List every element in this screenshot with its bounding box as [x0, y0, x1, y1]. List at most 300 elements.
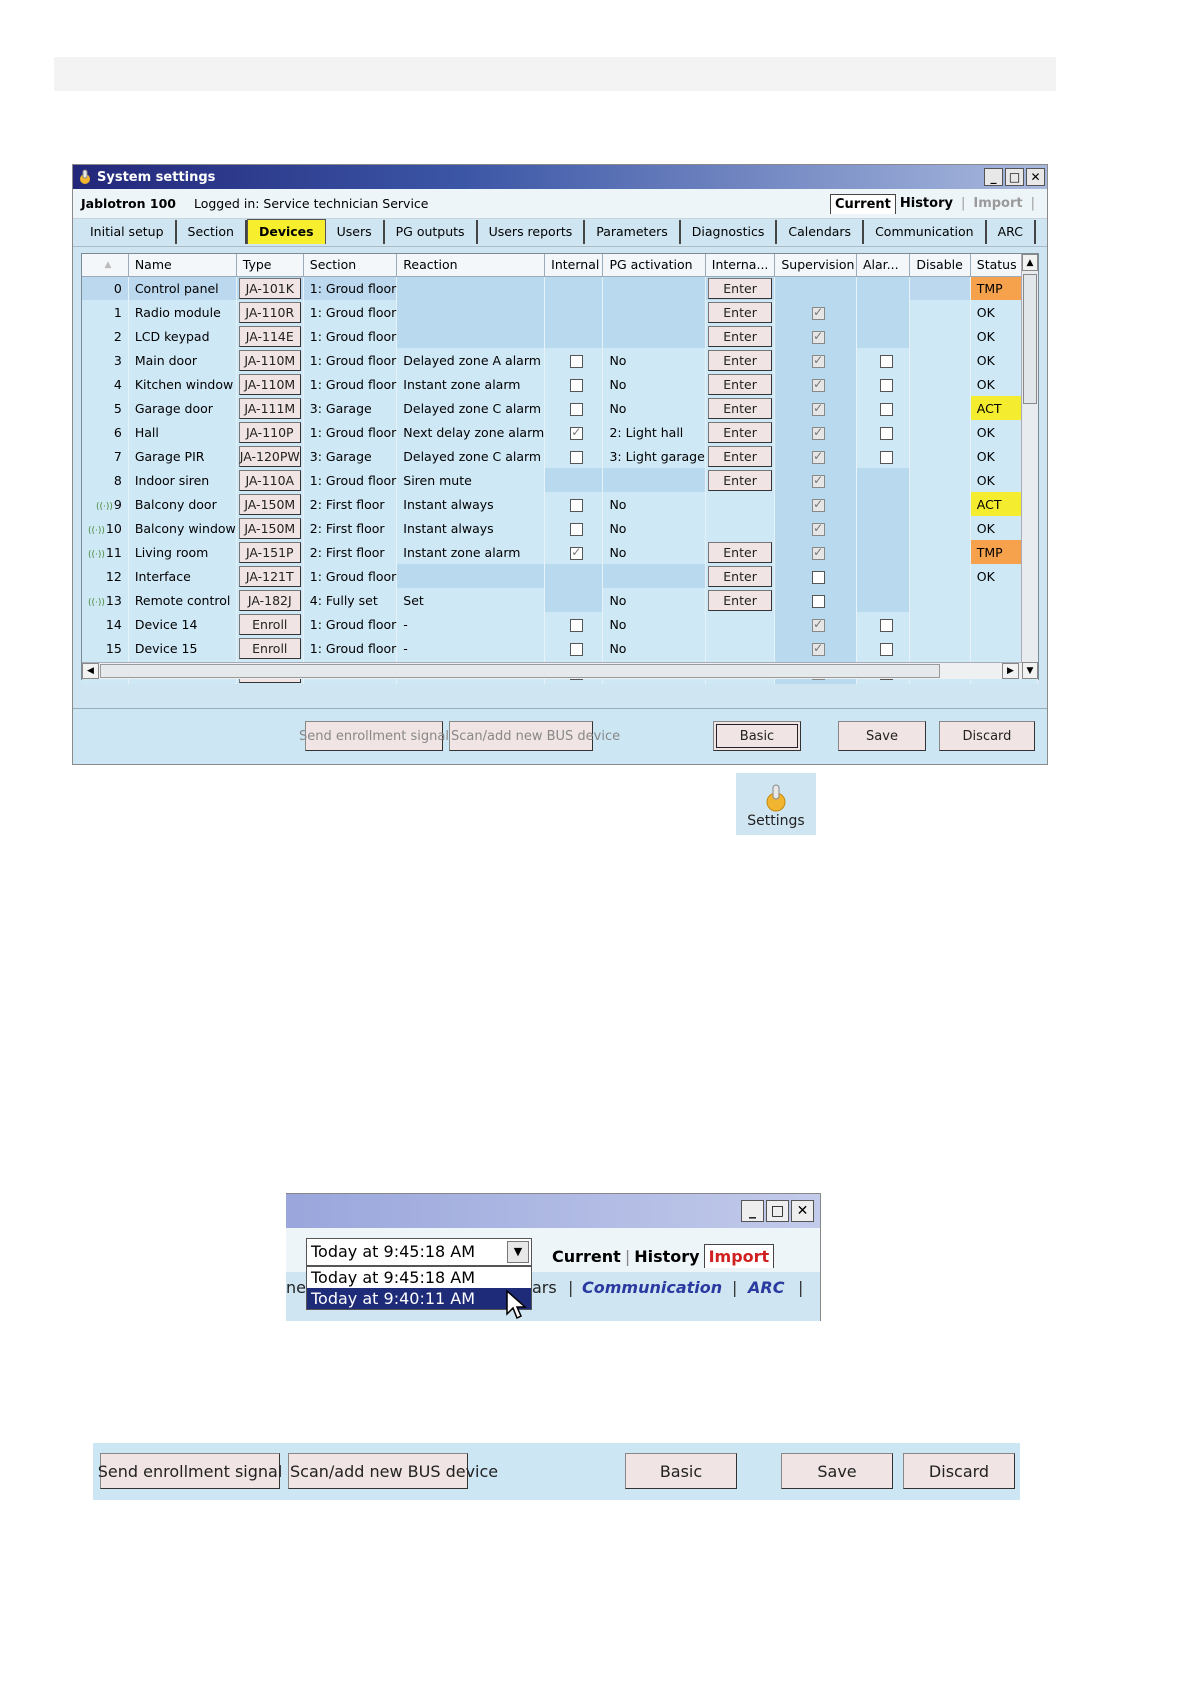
device-reaction: Delayed zone C alarm	[397, 396, 545, 420]
disable-cell[interactable]	[910, 420, 970, 444]
view-tabs	[552, 1244, 774, 1268]
basic-button[interactable]: Basic	[625, 1453, 737, 1489]
tab-current[interactable]: Current	[830, 194, 896, 214]
disable-cell[interactable]	[910, 444, 970, 468]
device-type-cell	[236, 420, 303, 444]
enter-button[interactable]: Enter	[708, 278, 773, 299]
pg-activation: No	[603, 492, 705, 516]
alarm-checkbox[interactable]	[880, 403, 893, 416]
device-section: 2: First floor	[303, 516, 396, 540]
device-reaction: Delayed zone A alarm	[397, 348, 545, 372]
status-badge: TMP	[970, 540, 1037, 564]
table-row[interactable]	[82, 588, 1038, 612]
status-badge: TMP	[970, 276, 1037, 300]
device-section: 1: Groud floor	[303, 348, 396, 372]
tab-pg-outputs[interactable]: PG outputs	[385, 220, 478, 244]
pg-activation: No	[603, 636, 705, 660]
column-header[interactable]: Type	[236, 254, 303, 276]
row-number-label: 0	[113, 280, 122, 296]
disable-cell[interactable]	[910, 636, 970, 660]
table-row[interactable]	[82, 300, 1038, 324]
column-header[interactable]: Reaction	[397, 254, 545, 276]
internal-checkbox[interactable]	[570, 643, 583, 656]
enter-button[interactable]: Enter	[708, 374, 773, 395]
tab-calendars[interactable]: Calendars	[777, 220, 864, 244]
device-type-button[interactable]: JA-101K	[239, 278, 301, 299]
table-row[interactable]	[82, 324, 1038, 348]
status-badge: OK	[970, 468, 1037, 492]
status-badge: ACT	[970, 492, 1037, 516]
status-badge: OK	[970, 564, 1037, 588]
status-badge: OK	[970, 444, 1037, 468]
tab-arc[interactable]: ARC	[987, 220, 1036, 244]
row-number	[82, 588, 128, 612]
pg-activation: No	[603, 372, 705, 396]
device-type-cell	[236, 516, 303, 540]
enter-button[interactable]: Enter	[708, 542, 773, 563]
tab-history[interactable]: History	[634, 1246, 700, 1266]
row-number	[82, 540, 128, 564]
table-row[interactable]	[82, 396, 1038, 420]
tab-parameters[interactable]: Parameters	[585, 220, 681, 244]
disable-cell[interactable]	[910, 396, 970, 420]
device-name: Living room	[128, 540, 236, 564]
row-number	[82, 324, 128, 348]
internal-cell	[545, 420, 603, 444]
row-number-label: 8	[113, 472, 122, 488]
alarm-cell	[856, 612, 909, 636]
device-reaction	[397, 564, 545, 588]
device-type-button[interactable]: JA-151P	[239, 542, 301, 563]
tab-current[interactable]: Current	[552, 1246, 621, 1266]
devices-grid	[81, 253, 1039, 680]
internal-checkbox[interactable]	[570, 427, 583, 440]
dropdown-option-highlighted[interactable]: Today at 9:40:11 AM	[307, 1288, 531, 1309]
supervision-cell	[775, 516, 857, 540]
alarm-checkbox[interactable]	[880, 451, 893, 464]
device-reaction: Instant always	[397, 492, 545, 516]
device-reaction: Instant zone alarm	[397, 372, 545, 396]
scan-add-bus-button[interactable]: Scan/add new BUS device	[449, 721, 593, 751]
device-reaction	[397, 324, 545, 348]
table-row[interactable]	[82, 276, 1038, 300]
status-badge: OK	[970, 372, 1037, 396]
disable-cell[interactable]	[910, 516, 970, 540]
internal-settings-cell	[705, 420, 775, 444]
device-type-button[interactable]: JA-110A	[239, 470, 301, 491]
supervision-checkbox	[812, 427, 825, 440]
internal-cell	[545, 300, 603, 324]
scan-add-bus-button[interactable]: Scan/add new BUS device	[288, 1453, 468, 1489]
row-number-label: 9	[113, 496, 122, 512]
minimize-icon[interactable]: _	[741, 1200, 764, 1222]
scroll-thumb[interactable]	[1023, 274, 1037, 404]
device-type-cell	[236, 444, 303, 468]
device-type-cell	[236, 564, 303, 588]
table-row[interactable]	[82, 564, 1038, 588]
table-row[interactable]	[82, 636, 1038, 660]
internal-settings-cell	[705, 612, 775, 636]
status-badge: ACT	[970, 396, 1037, 420]
tab-communication[interactable]: Communication	[582, 1278, 723, 1297]
dropdown-list	[306, 1266, 532, 1310]
supervision-cell	[775, 468, 857, 492]
pg-activation	[603, 324, 705, 348]
row-number-label: 4	[113, 376, 122, 392]
alarm-cell	[856, 348, 909, 372]
row-number	[82, 612, 128, 636]
supervision-cell	[775, 324, 857, 348]
alarm-cell	[856, 636, 909, 660]
sort-column-header[interactable]: ▲	[82, 254, 128, 276]
internal-settings-cell	[705, 588, 775, 612]
tab-separator: |	[732, 1278, 738, 1297]
alarm-checkbox[interactable]	[880, 619, 893, 632]
radio-signal-icon: ((·))	[88, 525, 105, 536]
tab-communication[interactable]: Communication	[864, 220, 987, 244]
tab-history[interactable]: History	[899, 196, 953, 211]
save-button[interactable]: Save	[781, 1453, 893, 1489]
supervision-checkbox[interactable]	[812, 571, 825, 584]
enter-button[interactable]: Enter	[708, 398, 773, 419]
supervision-checkbox	[812, 379, 825, 392]
device-reaction: -	[397, 636, 545, 660]
disable-cell[interactable]	[910, 276, 970, 300]
device-name: Garage door	[128, 396, 236, 420]
internal-settings-cell	[705, 540, 775, 564]
table-row[interactable]	[82, 444, 1038, 468]
table-row[interactable]	[82, 540, 1038, 564]
supervision-cell	[775, 492, 857, 516]
internal-cell	[545, 372, 603, 396]
device-type-button[interactable]: JA-110R	[239, 302, 301, 323]
tab-initial-setup[interactable]: Initial setup	[79, 220, 177, 244]
column-header[interactable]: Internal	[545, 254, 603, 276]
tab-devices[interactable]: Devices	[247, 219, 326, 244]
row-number-label: 6	[113, 424, 122, 440]
supervision-cell	[775, 588, 857, 612]
info-bar	[73, 189, 1047, 219]
device-name: Garage PIR	[128, 444, 236, 468]
row-number-label: 11	[105, 544, 122, 560]
internal-checkbox[interactable]	[570, 499, 583, 512]
column-header[interactable]: Alar...	[856, 254, 909, 276]
status-badge: OK	[970, 324, 1037, 348]
row-number-label: 3	[113, 352, 122, 368]
internal-checkbox[interactable]	[570, 451, 583, 464]
supervision-checkbox	[812, 307, 825, 320]
history-dropdown[interactable]	[306, 1238, 532, 1266]
internal-settings-cell	[705, 564, 775, 588]
dropdown-option[interactable]: Today at 9:45:18 AM	[311, 1268, 476, 1287]
internal-checkbox[interactable]	[570, 547, 583, 560]
button-strip	[93, 1443, 1020, 1500]
internal-cell	[545, 444, 603, 468]
close-icon[interactable]: ✕	[1026, 168, 1045, 186]
enter-button[interactable]: Enter	[708, 470, 773, 491]
tab-partial-left[interactable]: ne	[286, 1278, 306, 1297]
basic-button[interactable]: Basic	[713, 721, 801, 751]
internal-cell	[545, 516, 603, 540]
device-section: 2: First floor	[303, 540, 396, 564]
pg-activation	[603, 300, 705, 324]
device-name: Hall	[128, 420, 236, 444]
internal-settings-cell	[705, 324, 775, 348]
alarm-cell	[856, 420, 909, 444]
scroll-up-icon[interactable]: ▲	[1022, 254, 1038, 271]
supervision-cell	[775, 420, 857, 444]
device-name: Interface	[128, 564, 236, 588]
row-number	[82, 276, 128, 300]
supervision-checkbox	[812, 475, 825, 488]
device-type-button[interactable]: JA-110P	[239, 422, 301, 443]
row-number	[82, 372, 128, 396]
disable-cell[interactable]	[910, 468, 970, 492]
device-reaction: Set	[397, 588, 545, 612]
radio-signal-icon: ((·))	[88, 549, 105, 560]
column-header[interactable]: Section	[303, 254, 396, 276]
enroll-button[interactable]: Enroll	[239, 614, 301, 635]
internal-checkbox[interactable]	[570, 403, 583, 416]
device-type-button[interactable]: JA-121T	[239, 566, 301, 587]
device-reaction: Siren mute	[397, 468, 545, 492]
device-section: 1: Groud floor	[303, 300, 396, 324]
table-row[interactable]	[82, 492, 1038, 516]
tab-section[interactable]: Section	[177, 220, 247, 244]
column-header[interactable]: Status	[970, 254, 1037, 276]
alarm-checkbox[interactable]	[880, 643, 893, 656]
row-number-label: 13	[105, 592, 122, 608]
row-number	[82, 516, 128, 540]
column-header[interactable]: Supervision	[775, 254, 857, 276]
internal-settings-cell	[705, 348, 775, 372]
device-type-cell	[236, 396, 303, 420]
disable-cell[interactable]	[910, 564, 970, 588]
tab-arc[interactable]: ARC	[748, 1278, 785, 1297]
supervision-cell	[775, 372, 857, 396]
supervision-cell	[775, 396, 857, 420]
row-number	[82, 420, 128, 444]
enter-button[interactable]: Enter	[708, 446, 773, 467]
internal-settings-cell	[705, 516, 775, 540]
enter-button[interactable]: Enter	[708, 350, 773, 371]
device-type-cell	[236, 468, 303, 492]
internal-cell	[545, 636, 603, 660]
device-section: 4: Fully set	[303, 588, 396, 612]
table-row[interactable]	[82, 372, 1038, 396]
pg-activation	[603, 468, 705, 492]
tab-separator: |	[1030, 196, 1035, 211]
save-button[interactable]: Save	[838, 721, 926, 751]
settings-icon	[77, 169, 93, 185]
disable-cell[interactable]	[910, 348, 970, 372]
device-type-button[interactable]: JA-120PW	[239, 446, 301, 467]
internal-checkbox[interactable]	[570, 379, 583, 392]
supervision-cell	[775, 540, 857, 564]
internal-settings-cell	[705, 492, 775, 516]
minimize-icon[interactable]: _	[984, 168, 1003, 186]
vertical-scrollbar[interactable]	[1021, 254, 1038, 679]
row-number	[82, 564, 128, 588]
device-type-button[interactable]: JA-114E	[239, 326, 301, 347]
button-bar	[73, 708, 1047, 764]
device-name: Control panel	[128, 276, 236, 300]
column-header[interactable]: PG activation	[603, 254, 705, 276]
tab-separator: |	[798, 1278, 804, 1297]
internal-cell	[545, 324, 603, 348]
enter-button[interactable]: Enter	[708, 326, 773, 347]
table-row[interactable]	[82, 348, 1038, 372]
horizontal-scrollbar[interactable]	[82, 662, 1022, 679]
chevron-down-icon[interactable]: ▼	[507, 1241, 529, 1263]
row-number	[82, 468, 128, 492]
row-number-label: 14	[105, 616, 122, 632]
device-section: 1: Groud floor	[303, 372, 396, 396]
status-badge: OK	[970, 516, 1037, 540]
alarm-cell	[856, 516, 909, 540]
scroll-right-icon[interactable]: ▶	[1002, 663, 1019, 679]
supervision-cell	[775, 300, 857, 324]
column-header[interactable]: Disable	[910, 254, 970, 276]
enter-button[interactable]: Enter	[708, 566, 773, 587]
device-type-button[interactable]: JA-182J	[239, 590, 301, 611]
window-title: System settings	[97, 169, 216, 185]
supervision-checkbox	[812, 403, 825, 416]
alarm-checkbox[interactable]	[880, 379, 893, 392]
row-number	[82, 396, 128, 420]
send-enrollment-button[interactable]: Send enrollment signal	[305, 721, 443, 751]
discard-button[interactable]: Discard	[939, 721, 1035, 751]
device-section: 3: Garage	[303, 396, 396, 420]
alarm-checkbox[interactable]	[880, 355, 893, 368]
table-row[interactable]	[82, 516, 1038, 540]
device-type-button[interactable]: JA-111M	[239, 398, 301, 419]
settings-shortcut[interactable]	[736, 773, 816, 835]
device-name: Device 14	[128, 612, 236, 636]
settings-icon	[763, 783, 789, 813]
alarm-cell	[856, 588, 909, 612]
device-reaction: Instant zone alarm	[397, 540, 545, 564]
scroll-down-icon[interactable]: ▼	[1022, 662, 1038, 679]
alarm-cell	[856, 396, 909, 420]
device-type-cell	[236, 492, 303, 516]
tab-users[interactable]: Users	[326, 220, 385, 244]
close-icon[interactable]: ✕	[791, 1200, 814, 1222]
maximize-icon[interactable]: □	[1005, 168, 1024, 186]
table-row[interactable]	[82, 468, 1038, 492]
row-number	[82, 348, 128, 372]
row-number	[82, 636, 128, 660]
device-section: 2: First floor	[303, 492, 396, 516]
tab-diagnostics[interactable]: Diagnostics	[681, 220, 778, 244]
alarm-cell	[856, 540, 909, 564]
alarm-cell	[856, 372, 909, 396]
device-reaction	[397, 300, 545, 324]
disable-cell[interactable]	[910, 540, 970, 564]
device-name: Indoor siren	[128, 468, 236, 492]
maximize-icon[interactable]: □	[766, 1200, 789, 1222]
disable-cell[interactable]	[910, 492, 970, 516]
internal-cell	[545, 396, 603, 420]
table-row[interactable]	[82, 420, 1038, 444]
tab-users-reports[interactable]: Users reports	[478, 220, 586, 244]
device-type-button[interactable]: JA-150M	[239, 518, 301, 539]
scroll-left-icon[interactable]: ◀	[82, 663, 99, 679]
tab-separator: |	[960, 196, 966, 211]
device-section: 1: Groud floor	[303, 468, 396, 492]
device-section: 1: Groud floor	[303, 636, 396, 660]
internal-checkbox[interactable]	[570, 523, 583, 536]
column-header[interactable]: Interna...	[705, 254, 775, 276]
device-type-button[interactable]: JA-110M	[239, 350, 301, 371]
row-number-label: 15	[105, 640, 122, 656]
discard-button[interactable]: Discard	[903, 1453, 1015, 1489]
send-enrollment-button[interactable]: Send enrollment signal	[100, 1453, 280, 1489]
enter-button[interactable]: Enter	[708, 422, 773, 443]
disable-cell[interactable]	[910, 612, 970, 636]
enter-button[interactable]: Enter	[708, 590, 773, 611]
pg-activation: No	[603, 588, 705, 612]
view-tabs	[830, 192, 1039, 216]
tab-import[interactable]: Import	[973, 196, 1023, 211]
enter-button[interactable]: Enter	[708, 302, 773, 323]
disable-cell[interactable]	[910, 300, 970, 324]
pg-activation	[603, 564, 705, 588]
supervision-checkbox[interactable]	[812, 595, 825, 608]
supervision-checkbox	[812, 643, 825, 656]
device-reaction: -	[397, 612, 545, 636]
device-section: 1: Groud floor	[303, 276, 396, 300]
internal-settings-cell	[705, 372, 775, 396]
pg-activation: 2: Light hall	[603, 420, 705, 444]
alarm-cell	[856, 300, 909, 324]
disable-cell[interactable]	[910, 588, 970, 612]
row-number-label: 10	[105, 520, 122, 536]
internal-cell	[545, 588, 603, 612]
internal-settings-cell	[705, 396, 775, 420]
supervision-cell	[775, 276, 857, 300]
device-type-cell	[236, 372, 303, 396]
system-settings-window	[72, 164, 1048, 765]
enroll-button[interactable]: Enroll	[239, 638, 301, 659]
pg-activation: No	[603, 516, 705, 540]
device-type-button[interactable]: JA-110M	[239, 374, 301, 395]
table-row[interactable]	[82, 612, 1038, 636]
tab-import[interactable]: Import	[704, 1244, 775, 1268]
tab-calendars[interactable]: ars	[532, 1278, 557, 1297]
row-number-label: 12	[105, 568, 122, 584]
supervision-cell	[775, 564, 857, 588]
hscroll-thumb[interactable]	[100, 664, 940, 678]
device-type-button[interactable]: JA-150M	[239, 494, 301, 515]
device-section: 1: Groud floor	[303, 564, 396, 588]
alarm-checkbox[interactable]	[880, 427, 893, 440]
supervision-checkbox	[812, 451, 825, 464]
internal-settings-cell	[705, 300, 775, 324]
radio-signal-icon: ((·))	[88, 597, 105, 608]
internal-checkbox[interactable]	[570, 355, 583, 368]
internal-cell	[545, 540, 603, 564]
device-reaction	[397, 276, 545, 300]
supervision-cell	[775, 444, 857, 468]
disable-cell[interactable]	[910, 372, 970, 396]
internal-settings-cell	[705, 276, 775, 300]
supervision-cell	[775, 348, 857, 372]
disable-cell[interactable]	[910, 324, 970, 348]
internal-checkbox[interactable]	[570, 619, 583, 632]
internal-settings-cell	[705, 468, 775, 492]
column-header[interactable]: Name	[128, 254, 236, 276]
